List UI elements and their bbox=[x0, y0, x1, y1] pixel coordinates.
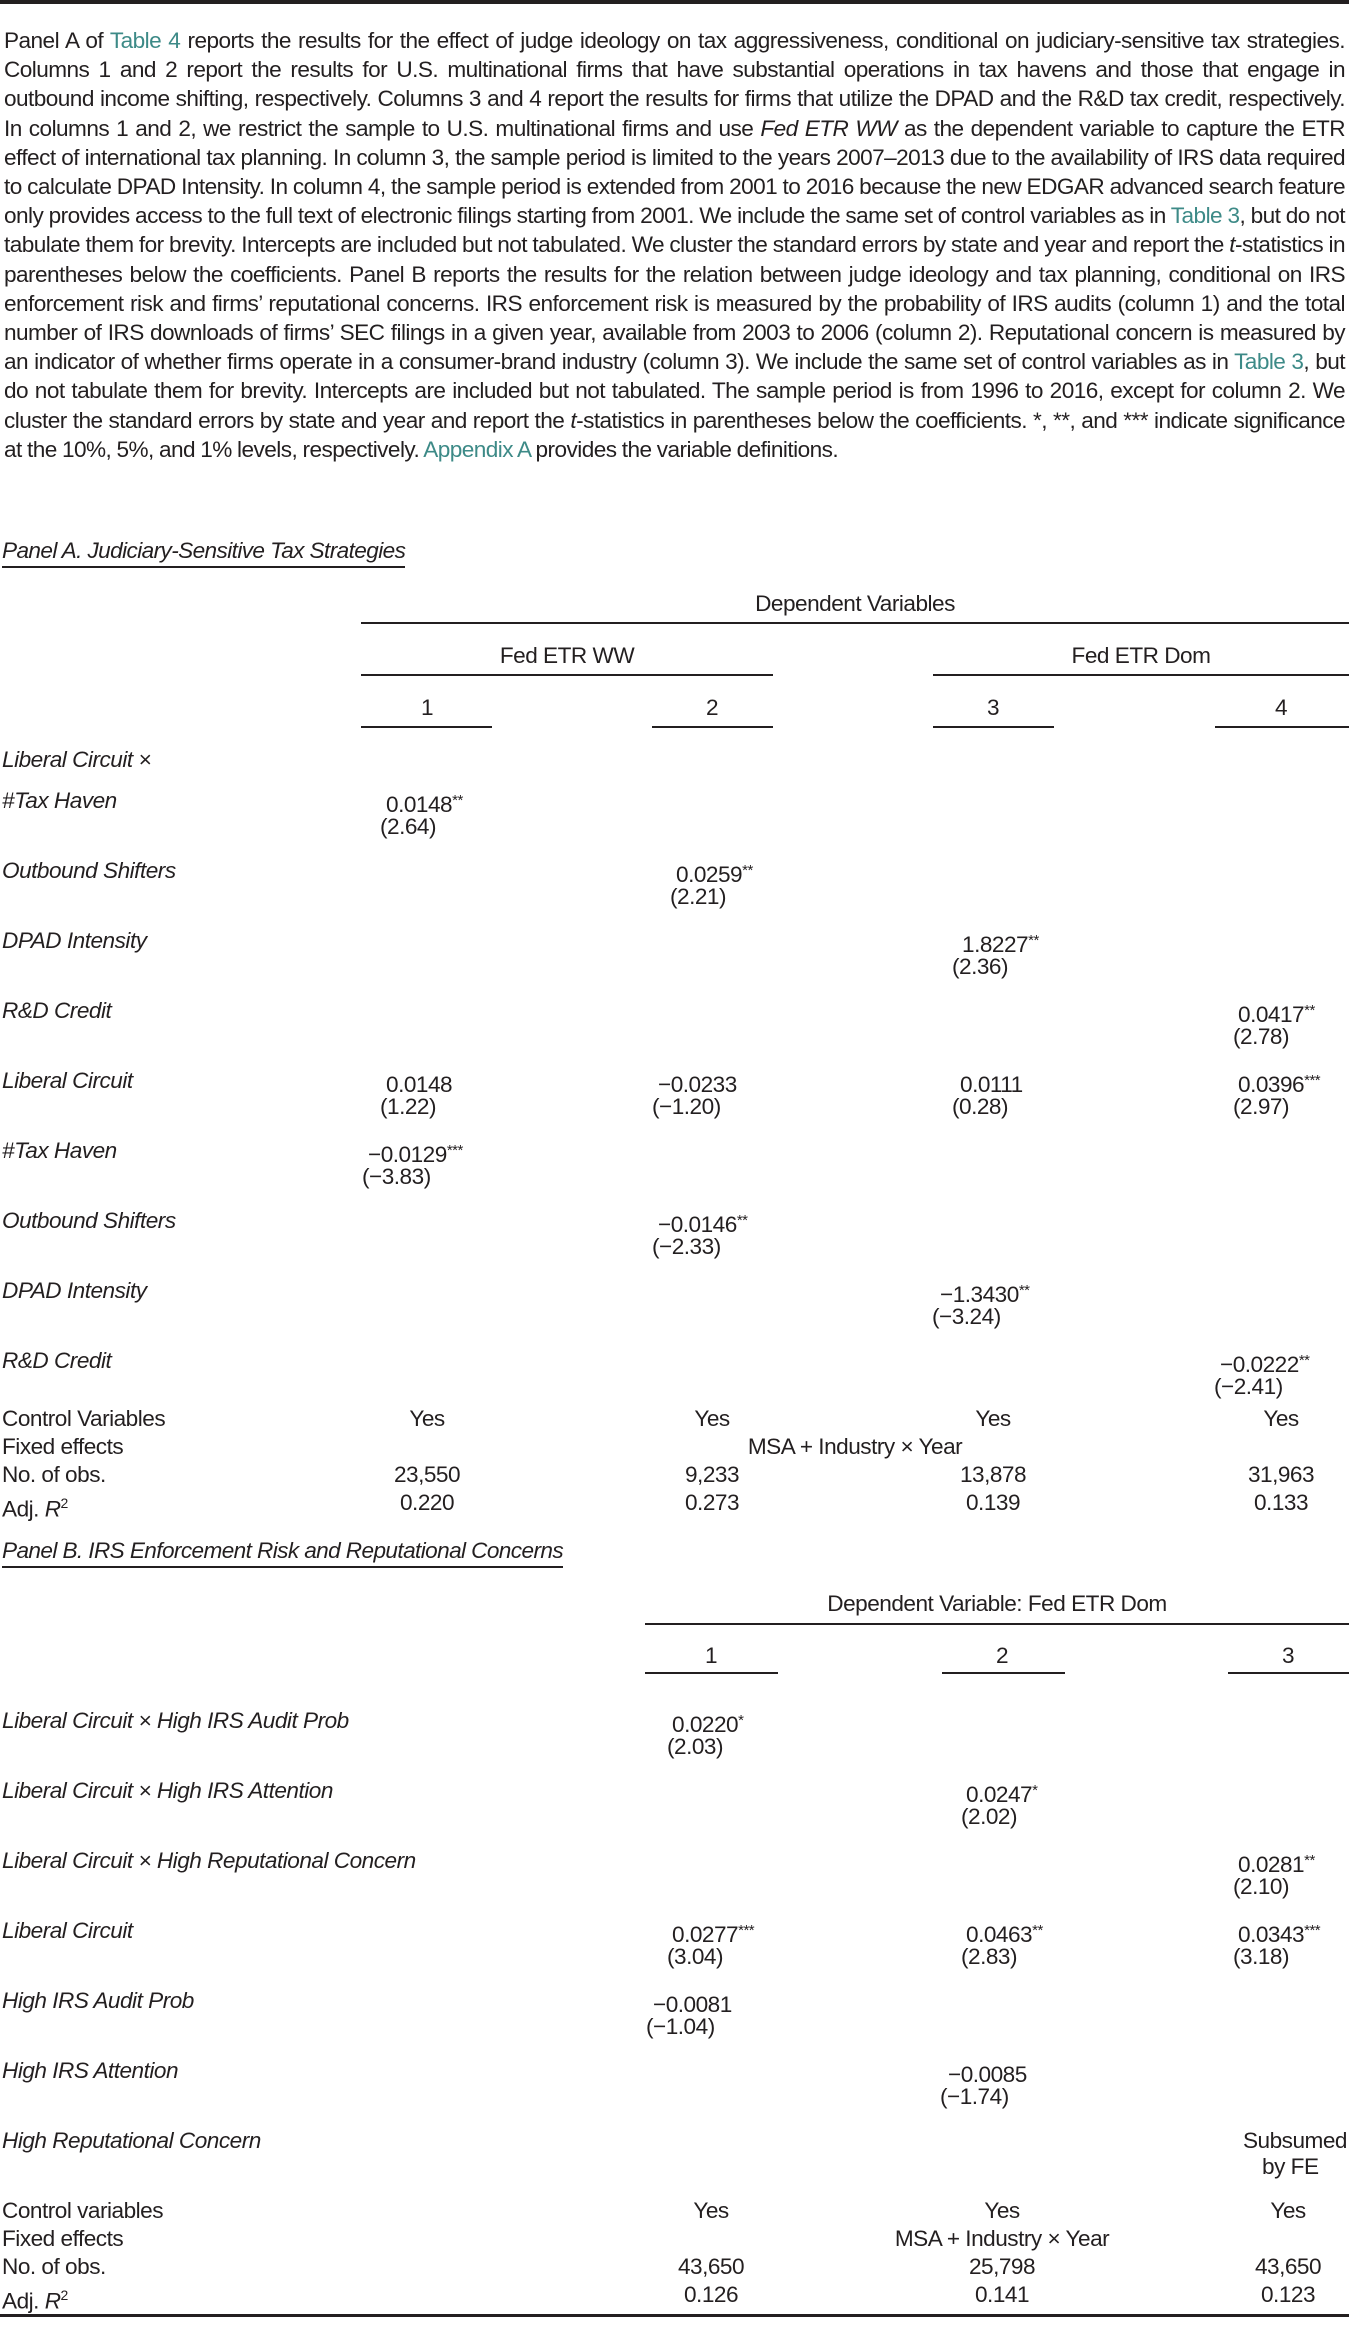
coef-cell: 0.0259** bbox=[676, 862, 753, 887]
column-number: 3 bbox=[986, 695, 1000, 720]
row-label: Liberal Circuit × High Reputational Concern bbox=[2, 1848, 416, 1873]
tstat-cell: (2.02) bbox=[961, 1804, 1018, 1829]
header-rule bbox=[645, 1623, 1349, 1625]
row-label: High IRS Attention bbox=[2, 2058, 179, 2083]
footer-value: 13,878 bbox=[959, 1462, 1027, 1487]
tstat-cell: (−3.24) bbox=[932, 1304, 1001, 1329]
caption-text: -statistics in parentheses below the coefficients. *, **, and *** indicate significance at the 10%, 5%, and 1% levels, respectively. bbox=[4, 407, 1345, 462]
column-rule bbox=[942, 1672, 1065, 1674]
tstat-cell: (1.22) bbox=[380, 1094, 437, 1119]
footer-label-controls: Control Variables bbox=[2, 1406, 166, 1431]
row-label-interaction: Liberal Circuit × bbox=[2, 747, 152, 772]
footer-value: 0.273 bbox=[684, 1490, 740, 1515]
footer-fe-value: MSA + Industry × Year bbox=[747, 1434, 963, 1459]
caption-text: , but do not tabulate them for brevity. Intercepts are included but not tabulated. We cluster the standard errors by state and year and report the bbox=[4, 203, 1345, 258]
tstat-cell: (3.04) bbox=[667, 1944, 724, 1969]
coef-cell: 0.0277*** bbox=[672, 1922, 755, 1947]
caption-italic: t bbox=[570, 407, 577, 433]
group-rule bbox=[933, 674, 1349, 676]
footer-value: 31,963 bbox=[1247, 1462, 1315, 1487]
footer-value: Yes bbox=[1270, 2198, 1306, 2223]
footer-value: Yes bbox=[694, 1406, 730, 1431]
tstat-cell: (2.03) bbox=[667, 1734, 724, 1759]
column-number: 2 bbox=[995, 1643, 1009, 1668]
tstat-cell: (−1.04) bbox=[646, 2014, 715, 2039]
tstat-cell: (−2.41) bbox=[1214, 1374, 1283, 1399]
footer-value: 9,233 bbox=[684, 1462, 740, 1487]
caption-text: reports the results for the effect of judge ideology on tax aggressiveness, conditional on judiciary-sensitive tax strategies. Columns 1 and 2 report the results for U.S. multinational firms that have substantial operations in tax havens and those that engage in outbound income shifting, respectively. Columns 3 and 4 report the results for firms that utilize the DPAD and the R&D tax credit, respectively. In columns 1 and 2, we restrict the sample to U.S. multinational firms and use bbox=[4, 28, 1345, 141]
caption-text: -statistics in parentheses below the coefficients. Panel B reports the results for the relation between judge ideology and tax planning, conditional on IRS enforcement risk and firms’ reputational concerns. IRS enforcement risk is measured by the probability of IRS audits (column 1) and the total number of IRS downloads of firms’ SEC filings in a given year, available from 2003 to 2006 (column 2). Reputational concern is measured by an indicator of whether firms operate in a consumer-brand industry (column 3). We include the same set of control variables as in bbox=[4, 232, 1346, 375]
tstat-cell: (2.36) bbox=[952, 954, 1009, 979]
caption-italic: t bbox=[1229, 232, 1235, 258]
row-label: #Tax Haven bbox=[2, 788, 117, 813]
coef-cell: −0.0233 bbox=[658, 1072, 737, 1097]
row-label: R&D Credit bbox=[2, 1348, 112, 1373]
tstat-cell: (2.83) bbox=[961, 1944, 1018, 1969]
coef-cell: −0.0081 bbox=[653, 1992, 732, 2017]
row-label: DPAD Intensity bbox=[2, 928, 147, 953]
footer-value: 43,650 bbox=[1254, 2254, 1322, 2279]
footer-value: Yes bbox=[693, 2198, 729, 2223]
column-number: 3 bbox=[1281, 1643, 1295, 1668]
panel-a-header: Dependent Variables bbox=[755, 591, 955, 616]
column-rule bbox=[361, 726, 492, 728]
footer-value: Yes bbox=[1263, 1406, 1299, 1431]
coef-cell: 0.0463** bbox=[966, 1922, 1043, 1947]
column-rule bbox=[1215, 726, 1349, 728]
coef-cell: 0.0220* bbox=[672, 1712, 744, 1737]
tstat-cell: (2.21) bbox=[670, 884, 727, 909]
tstat-cell: (2.97) bbox=[1233, 1094, 1290, 1119]
tstat-cell: (−1.20) bbox=[652, 1094, 721, 1119]
column-number: 1 bbox=[704, 1643, 718, 1668]
top-rule bbox=[0, 0, 1349, 4]
tstat-cell: (3.18) bbox=[1233, 1944, 1290, 1969]
coef-cell: −0.0222** bbox=[1220, 1352, 1310, 1377]
coef-cell: 0.0281** bbox=[1238, 1852, 1315, 1877]
caption-text: provides the variable definitions. bbox=[530, 436, 839, 462]
tstat-cell: (−3.83) bbox=[362, 1164, 431, 1189]
coef-cell: 0.0148 bbox=[386, 1072, 453, 1097]
coef-cell: 1.8227** bbox=[962, 932, 1039, 957]
tstat-cell: (−1.74) bbox=[940, 2084, 1009, 2109]
footer-value: Yes bbox=[984, 2198, 1020, 2223]
coef-cell: −0.0129*** bbox=[368, 1142, 463, 1167]
group-fed-etr-ww: Fed ETR WW bbox=[499, 643, 635, 668]
coef-cell: 0.0247* bbox=[966, 1782, 1038, 1807]
footer-value: 43,650 bbox=[677, 2254, 745, 2279]
footer-label-obs: No. of obs. bbox=[2, 1462, 106, 1487]
group-fed-etr-dom: Fed ETR Dom bbox=[1071, 643, 1211, 668]
panel-b-title: Panel B. IRS Enforcement Risk and Reputational Concerns bbox=[2, 1538, 563, 1568]
row-label: Outbound Shifters bbox=[2, 1208, 176, 1233]
coef-cell: 0.0148** bbox=[386, 792, 463, 817]
footer-label-controls: Control variables bbox=[2, 2198, 164, 2223]
link-table-3[interactable]: Table 3 bbox=[1234, 349, 1304, 375]
footer-label-obs: No. of obs. bbox=[2, 2254, 106, 2279]
footer-fe-value: MSA + Industry × Year bbox=[894, 2226, 1110, 2251]
footer-value: 23,550 bbox=[393, 1462, 461, 1487]
footer-value: 0.123 bbox=[1260, 2282, 1316, 2307]
column-number: 1 bbox=[420, 695, 434, 720]
row-label: High IRS Audit Prob bbox=[2, 1988, 194, 2013]
tstat-cell: (2.10) bbox=[1233, 1874, 1290, 1899]
coef-cell: 0.0343*** bbox=[1238, 1922, 1321, 1947]
tstat-cell: (0.28) bbox=[952, 1094, 1009, 1119]
coef-cell: 0.0396*** bbox=[1238, 1072, 1321, 1097]
coef-cell: −0.0085 bbox=[948, 2062, 1027, 2087]
link-table-3[interactable]: Table 3 bbox=[1170, 203, 1240, 229]
footer-label-fe: Fixed effects bbox=[2, 1434, 124, 1459]
caption-text: Panel A of bbox=[4, 28, 110, 53]
footer-value: 0.220 bbox=[399, 1490, 455, 1515]
row-label: R&D Credit bbox=[2, 998, 112, 1023]
row-label: High Reputational Concern bbox=[2, 2128, 261, 2153]
panel-b-header: Dependent Variable: Fed ETR Dom bbox=[827, 1591, 1167, 1616]
footer-value: 0.141 bbox=[974, 2282, 1030, 2307]
column-rule bbox=[645, 1672, 778, 1674]
footer-label-r2: Adj. $R^2$ bbox=[2, 1495, 68, 1522]
caption-text: , but do not tabulate them for brevity. Intercepts are included but not tabulated. The sample period is from 1996 to 2016, except for column 2. We cluster the standard errors by state and year and report the bbox=[4, 349, 1345, 433]
group-rule bbox=[361, 674, 773, 676]
link-table-4[interactable]: Table 4 bbox=[109, 28, 181, 53]
row-label: Liberal Circuit × High IRS Audit Prob bbox=[2, 1708, 349, 1733]
row-label: DPAD Intensity bbox=[2, 1278, 147, 1303]
caption-italic: Fed ETR WW bbox=[760, 115, 897, 141]
footer-value: Yes bbox=[975, 1406, 1011, 1431]
coef-cell: 0.0417** bbox=[1238, 1002, 1315, 1027]
column-rule bbox=[652, 726, 773, 728]
column-number: 4 bbox=[1274, 695, 1288, 720]
footer-value: Yes bbox=[409, 1406, 445, 1431]
footer-value: 0.139 bbox=[965, 1490, 1021, 1515]
row-label: Liberal Circuit bbox=[2, 1918, 133, 1943]
row-label: Outbound Shifters bbox=[2, 858, 176, 883]
table-caption bbox=[4, 26, 1345, 464]
footer-value: 0.126 bbox=[683, 2282, 739, 2307]
coef-cell: Subsumed bbox=[1242, 2128, 1347, 2153]
panel-a-title: Panel A. Judiciary-Sensitive Tax Strategies bbox=[2, 538, 405, 568]
row-label: Liberal Circuit × High IRS Attention bbox=[2, 1778, 333, 1803]
footer-label-r2: Adj. $R^2$ bbox=[2, 2287, 68, 2314]
tstat-cell: (−2.33) bbox=[652, 1234, 721, 1259]
caption-text: as the dependent variable to capture the ETR effect of international tax planning. In column 3, the sample period is limited to the years 2007–2013 due to the availability of IRS data required to calculate DPAD Intensity. In column 4, the sample period is extended from 2001 to 2016 because the new EDGAR advanced search feature only provides access to the full text of electronic filings starting from 2001. We include the same set of control variables as in bbox=[4, 115, 1346, 229]
coef-cell: 0.0111 bbox=[960, 1072, 1023, 1097]
tstat-cell: (2.64) bbox=[380, 814, 437, 839]
footer-label-fe: Fixed effects bbox=[2, 2226, 124, 2251]
footer-value: 0.133 bbox=[1253, 1490, 1309, 1515]
header-rule bbox=[361, 622, 1349, 624]
tstat-cell: by FE bbox=[1262, 2154, 1319, 2179]
column-rule bbox=[933, 726, 1054, 728]
row-label: #Tax Haven bbox=[2, 1138, 117, 1163]
column-rule bbox=[1228, 1672, 1349, 1674]
tstat-cell: (2.78) bbox=[1233, 1024, 1290, 1049]
coef-cell: −0.0146** bbox=[658, 1212, 748, 1237]
column-number: 2 bbox=[705, 695, 719, 720]
row-label: Liberal Circuit bbox=[2, 1068, 133, 1093]
coef-cell: −1.3430** bbox=[940, 1282, 1030, 1307]
footer-value: 25,798 bbox=[968, 2254, 1036, 2279]
link-appendix-a[interactable]: Appendix A bbox=[423, 436, 531, 462]
bottom-rule bbox=[0, 2314, 1349, 2317]
